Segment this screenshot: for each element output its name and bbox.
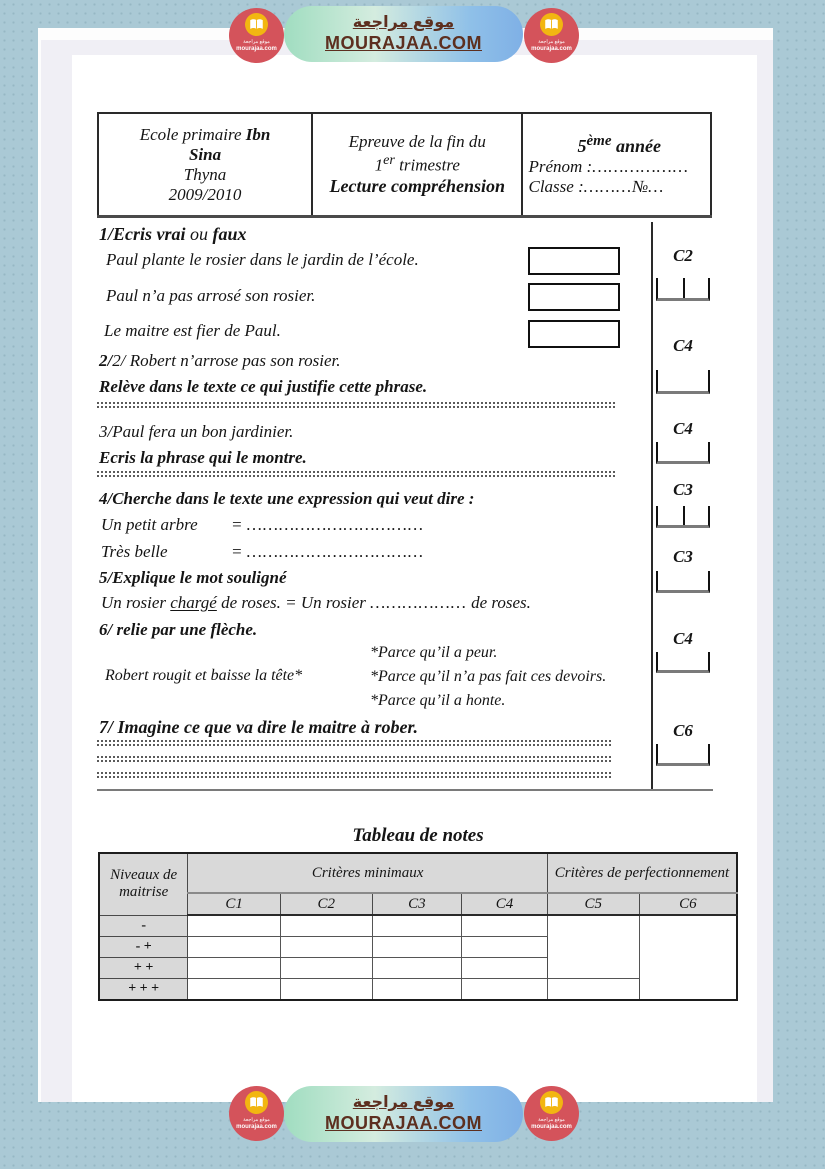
- site-banner: [284, 6, 523, 62]
- exam-title-line2: 1er trimestre: [374, 152, 460, 175]
- banner-site-link[interactable]: MOURAJAA.COM: [325, 1113, 482, 1133]
- answer-line: [97, 756, 611, 762]
- notes-cell: [462, 936, 548, 957]
- book-icon: [540, 13, 563, 36]
- answer-line: [97, 402, 615, 408]
- book-icon: [245, 13, 268, 36]
- criterion-label: C4: [673, 419, 693, 438]
- notes-cell: [280, 978, 372, 1000]
- notes-col-header: C2: [280, 893, 372, 915]
- question4-item: Un petit arbre = ……………………………: [101, 515, 425, 534]
- notes-cell: [462, 915, 548, 936]
- score-box: [656, 370, 710, 394]
- score-box-divider: [683, 278, 685, 298]
- question6-left-item: Robert rougit et baisse la tête*: [105, 667, 303, 684]
- notes-cell: [280, 915, 372, 936]
- score-box-divider: [683, 506, 685, 525]
- exam-subject: Lecture compréhension: [329, 175, 506, 196]
- badge-caption: موقع مراجعة: [243, 1117, 270, 1123]
- firstname-field: Prénom :………………: [528, 156, 689, 176]
- question5-title: 5/Explique le mot souligné: [99, 568, 287, 587]
- answer-line: [97, 772, 611, 778]
- question6-option: *Parce qu’il n’a pas fait ces devoirs.: [370, 668, 607, 685]
- exam-title-cell: [312, 113, 522, 217]
- criterion-label: C3: [673, 480, 693, 499]
- question4-title: 4/Cherche dans le texte une expression qui veut dire :: [99, 489, 475, 508]
- school-town: Thyna: [183, 164, 227, 184]
- school-name: Ecole primaire: [139, 124, 246, 144]
- notes-row-header: Niveaux de maitrise: [99, 853, 188, 915]
- question2-instruction: Relève dans le texte ce qui justifie cette phrase.: [99, 377, 428, 396]
- book-icon: [540, 1091, 563, 1114]
- notes-cell: [372, 915, 462, 936]
- question3-statement: 3/Paul fera un bon jardinier.: [99, 422, 294, 441]
- criterion-label: C3: [673, 547, 693, 566]
- criterion-label: C4: [673, 629, 693, 648]
- question5-sentence: Un rosier chargé de roses. = Un rosier ……………… de roses.: [101, 593, 531, 612]
- notes-cell: [547, 978, 639, 1000]
- notes-level-label: + + +: [99, 978, 188, 1000]
- notes-cell: [372, 978, 462, 1000]
- class-field: Classe :………№…: [528, 176, 665, 196]
- answer-box-true-false: [528, 247, 620, 275]
- notes-table: [98, 852, 738, 1001]
- notes-cell: [372, 936, 462, 957]
- score-box: [656, 744, 710, 766]
- question2-statement: 2/2/ Robert n’arrose pas son rosier.: [99, 351, 341, 370]
- answer-box-true-false: [528, 320, 620, 348]
- exam-title-line1: Epreuve de la fin du: [348, 132, 486, 152]
- score-box: [656, 442, 710, 464]
- badge-site-name: mourajaa.com: [531, 1124, 572, 1130]
- book-icon: [245, 1091, 268, 1114]
- notes-group-minimal: Critères minimaux: [188, 853, 548, 893]
- notes-cell: [280, 957, 372, 978]
- score-box: [656, 571, 710, 593]
- notes-cell: [462, 957, 548, 978]
- notes-col-header: C5: [547, 893, 639, 915]
- notes-level-label: -: [99, 915, 188, 936]
- notes-cell: [188, 915, 281, 936]
- banner-arabic-title[interactable]: موقع مراجعة: [352, 14, 455, 31]
- question7-title: 7/ Imagine ce que va dire le maitre à rober.: [99, 717, 418, 737]
- question1-item: Paul plante le rosier dans le jardin de l’école.: [106, 250, 419, 269]
- site-logo-badge: [229, 1086, 284, 1141]
- badge-caption: موقع مراجعة: [538, 1117, 565, 1123]
- questions-bottom-border: [97, 789, 713, 791]
- badge-caption: موقع مراجعة: [243, 39, 270, 45]
- banner-arabic-title[interactable]: موقع مراجعة: [352, 1094, 455, 1111]
- notes-cell: [372, 957, 462, 978]
- question4-item: Très belle = ……………………………: [101, 542, 425, 561]
- notes-group-perfection: Critères de perfectionnement: [547, 853, 737, 893]
- site-logo-badge: [229, 8, 284, 63]
- question6-title: 6/ relie par une flèche.: [99, 620, 258, 639]
- criterion-label: C2: [673, 246, 693, 265]
- notes-col-header: C6: [639, 893, 737, 915]
- notes-cell: [188, 957, 281, 978]
- notes-col-header: C4: [462, 893, 548, 915]
- numero-label: №: [632, 176, 649, 196]
- school-year: 2009/2010: [168, 184, 242, 204]
- score-column-separator: [651, 222, 653, 791]
- notes-cell: [639, 915, 737, 1000]
- question1-item: Paul n’a pas arrosé son rosier.: [106, 286, 316, 305]
- question3-instruction: Ecris la phrase qui le montre.: [99, 448, 307, 467]
- badge-site-name: mourajaa.com: [531, 46, 572, 52]
- site-banner: [284, 1086, 523, 1142]
- answer-box-true-false: [528, 283, 620, 311]
- notes-cell: [188, 978, 281, 1000]
- notes-level-label: + +: [99, 957, 188, 978]
- school-cell: Ecole primaire Ibn Sina Thyna 2009/2010: [98, 113, 312, 217]
- question6-option: *Parce qu’il a honte.: [370, 692, 506, 709]
- criterion-label: C4: [673, 336, 693, 355]
- answer-line: [97, 471, 615, 477]
- notes-cell: [462, 978, 548, 1000]
- notes-cell: [280, 936, 372, 957]
- notes-cell: [188, 936, 281, 957]
- score-box: [656, 506, 710, 528]
- grade-level: 5ème année: [577, 132, 661, 156]
- notes-col-header: C3: [372, 893, 462, 915]
- question1-item: Le maitre est fier de Paul.: [104, 321, 281, 340]
- badge-caption: موقع مراجعة: [538, 39, 565, 45]
- badge-site-name: mourajaa.com: [236, 46, 277, 52]
- notes-level-label: - +: [99, 936, 188, 957]
- exam-header-table: [97, 112, 712, 218]
- question6-option: *Parce qu’il a peur.: [370, 644, 498, 661]
- notes-table-title: Tableau de notes: [352, 825, 484, 846]
- score-box: [656, 652, 710, 673]
- badge-site-name: mourajaa.com: [236, 1124, 277, 1130]
- student-cell: [522, 113, 711, 217]
- answer-line: [97, 740, 611, 746]
- banner-site-link[interactable]: MOURAJAA.COM: [325, 33, 482, 53]
- site-logo-badge: [524, 1086, 579, 1141]
- notes-cell: [547, 915, 639, 978]
- criterion-label: C6: [673, 721, 693, 740]
- notes-col-header: C1: [188, 893, 281, 915]
- question1-title: 1/Ecris vrai ou faux: [99, 224, 247, 244]
- site-logo-badge: [524, 8, 579, 63]
- score-box: [656, 278, 710, 301]
